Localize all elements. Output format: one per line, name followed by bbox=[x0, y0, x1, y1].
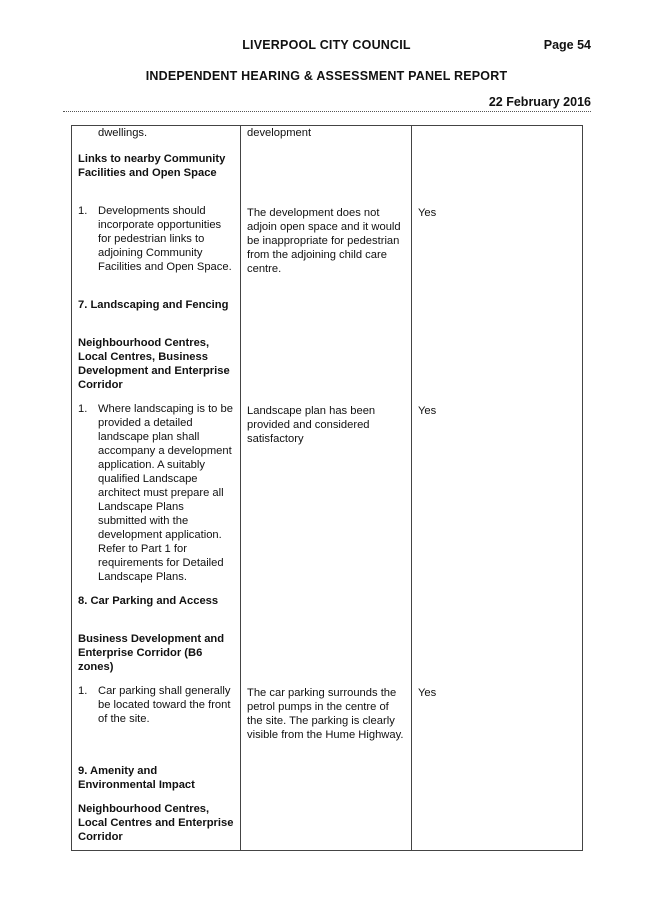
complies-value: Yes bbox=[418, 687, 437, 699]
complies-cell bbox=[412, 126, 583, 851]
report-title: INDEPENDENT HEARING & ASSESSMENT PANEL REPORT bbox=[145, 69, 508, 83]
section-heading-landscaping: 7. Landscaping and Fencing bbox=[78, 299, 229, 311]
section-heading-links: Links to nearby Community Facilities and Open Space bbox=[78, 153, 226, 179]
subheading-centres: Neighbourhood Centres, Local Centres and Enterprise Corridor bbox=[78, 803, 234, 843]
item-text: Car parking shall generally be located toward the front of the site. bbox=[98, 685, 231, 725]
comment-text: The car parking surrounds the petrol pumps in the centre of the site. The parking is clearly visible from the Hume Highway. bbox=[247, 687, 404, 741]
complies-value: Yes bbox=[418, 405, 437, 417]
list-item bbox=[72, 204, 240, 288]
subheading-centres: Neighbourhood Centres, Local Centres, Business Development and Enterprise Corridor bbox=[78, 337, 230, 391]
item-number: 1. bbox=[78, 205, 88, 217]
comment-text: The development does not adjoin open space and it would be inappropriate for pedestrian from the adjoining child care centre. bbox=[247, 207, 401, 275]
item-number: 1. bbox=[78, 685, 88, 697]
requirement-cell bbox=[72, 126, 241, 851]
header-divider bbox=[63, 111, 591, 112]
list-item bbox=[72, 402, 240, 584]
section-heading-amenity: 9. Amenity and Environmental Impact bbox=[78, 765, 195, 791]
table-row bbox=[72, 126, 583, 851]
continued-text: dwellings. bbox=[98, 127, 148, 139]
continued-text: development bbox=[247, 127, 312, 139]
item-number: 1. bbox=[78, 403, 88, 415]
compliance-table bbox=[71, 125, 583, 851]
comment-cell bbox=[241, 126, 412, 851]
council-name: LIVERPOOL CITY COUNCIL bbox=[242, 38, 411, 52]
page-number: Page 54 bbox=[543, 38, 591, 52]
subheading-b6-zones: Business Development and Enterprise Corridor (B6 zones) bbox=[78, 633, 225, 673]
complies-value: Yes bbox=[418, 207, 437, 219]
item-text: Where landscaping is to be provided a detailed landscape plan shall accompany a development application. A suitably qualified Landscape architect must prepare all Landscape Plans submitted with the development application. Refer to Part 1 for requirements for Detailed Landscape Plans. bbox=[98, 403, 233, 583]
section-heading-car-parking: 8. Car Parking and Access bbox=[78, 595, 219, 607]
item-text: Developments should incorporate opportunities for pedestrian links to adjoining Community Facilities and Open Space. bbox=[98, 205, 232, 273]
list-item bbox=[72, 684, 240, 754]
comment-text: Landscape plan has been provided and considered satisfactory bbox=[247, 405, 376, 445]
report-date: 22 February 2016 bbox=[488, 95, 591, 109]
